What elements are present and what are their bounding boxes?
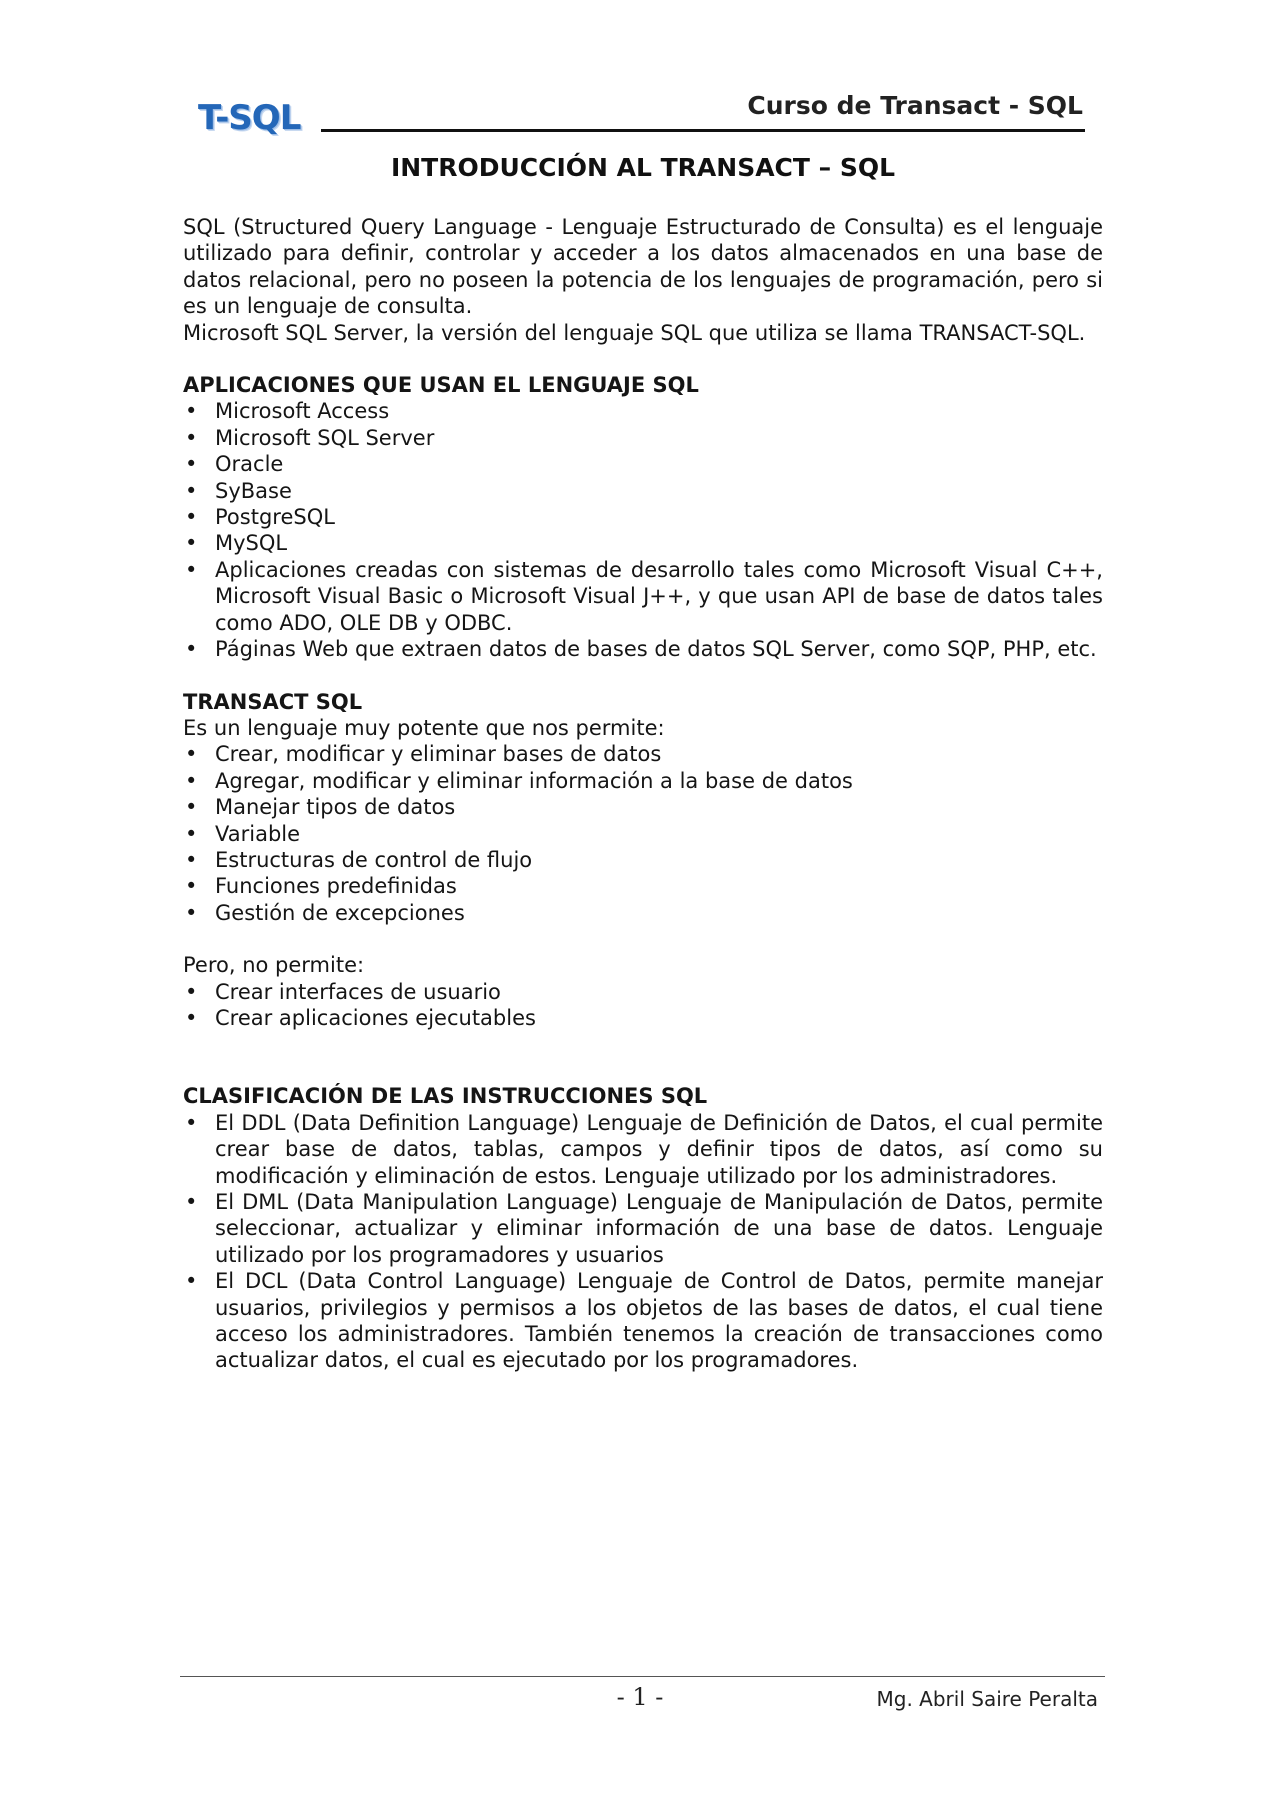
applications-heading: APLICACIONES QUE USAN EL LENGUAJE SQL	[183, 373, 699, 398]
list-item: • Agregar, modificar y eliminar información a la base de datos	[183, 768, 1103, 794]
course-title: Curso de Transact - SQL	[747, 91, 1083, 120]
transact-intro: Es un lenguaje muy potente que nos permite:	[183, 715, 665, 740]
list-item: • El DML (Data Manipulation Language) Lenguaje de Manipulación de Datos, permite seleccionar, actualizar y eliminar información de una base de datos. Lenguaje utilizado por los programadores y usuarios	[183, 1189, 1103, 1268]
not-allows-intro: Pero, no permite:	[183, 953, 365, 978]
applications-list	[183, 398, 1103, 662]
classification-heading: CLASIFICACIÓN DE LAS INSTRUCCIONES SQL	[183, 1084, 708, 1109]
list-item: • Microsoft SQL Server	[183, 425, 1103, 451]
list-item: • Páginas Web que extraen datos de bases de datos SQL Server, como SQP, PHP, etc.	[183, 636, 1103, 662]
tsql-logo: T-SQL	[198, 98, 301, 138]
author-name: Mg. Abril Saire Peralta	[876, 1687, 1098, 1711]
list-item: • SyBase	[183, 478, 1103, 504]
list-item: • Estructuras de control de flujo	[183, 847, 1103, 873]
list-item: • El DDL (Data Definition Language) Lenguaje de Definición de Datos, el cual permite crear base de datos, tablas, campos y definir tipos de datos, así como su modificación y eliminación de estos. Lenguaje utilizado por los administradores.	[183, 1110, 1103, 1189]
list-item: • Crear aplicaciones ejecutables	[183, 1005, 1103, 1031]
list-item: • PostgreSQL	[183, 504, 1103, 530]
list-item: • Oracle	[183, 451, 1103, 477]
list-item: • MySQL	[183, 530, 1103, 556]
page-header	[183, 78, 1103, 140]
classification-list	[183, 1110, 1103, 1374]
page-title: INTRODUCCIÓN AL TRANSACT – SQL	[390, 153, 896, 182]
list-item: • Variable	[183, 821, 1103, 847]
header-divider	[321, 129, 1085, 132]
list-item: • Funciones predefinidas	[183, 873, 1103, 899]
footer-divider	[180, 1676, 1105, 1677]
transact-heading: TRANSACT SQL	[183, 689, 363, 714]
list-item: • El DCL (Data Control Language) Lenguaje de Control de Datos, permite manejar usuarios, privilegios y permisos a los objetos de las bases de datos, el cual tiene acceso los administradores. También tenemos la creación de transacciones como actualizar datos, el cual es ejecutado por los programadores.	[183, 1268, 1103, 1374]
list-item: • Crear interfaces de usuario	[183, 979, 1103, 1005]
list-item: • Microsoft Access	[183, 398, 1103, 424]
intro-paragraph: Microsoft SQL Server, la versión del lenguaje SQL que utiliza se llama TRANSACT-SQL.	[183, 320, 1086, 345]
list-item: • Gestión de excepciones	[183, 900, 1103, 926]
list-item: • Crear, modificar y eliminar bases de datos	[183, 741, 1103, 767]
page-number: - 1 -	[616, 1683, 664, 1711]
transact-allows-list	[183, 741, 1103, 926]
document-body	[183, 214, 1103, 1374]
transact-not-allows-list	[183, 979, 1103, 1032]
list-item: • Manejar tipos de datos	[183, 794, 1103, 820]
list-item: • Aplicaciones creadas con sistemas de desarrollo tales como Microsoft Visual C++, Microsoft Visual Basic o Microsoft Visual J++, y que usan API de base de datos tales como ADO, OLE DB y ODBC.	[183, 557, 1103, 636]
intro-paragraph: SQL (Structured Query Language - Lenguaje Estructurado de Consulta) es el lenguaje utilizado para definir, controlar y acceder a los datos almacenados en una base de datos relacional, pero no poseen la potencia de los lenguajes de programación, pero si es un lenguaje de consulta.	[183, 215, 1103, 319]
